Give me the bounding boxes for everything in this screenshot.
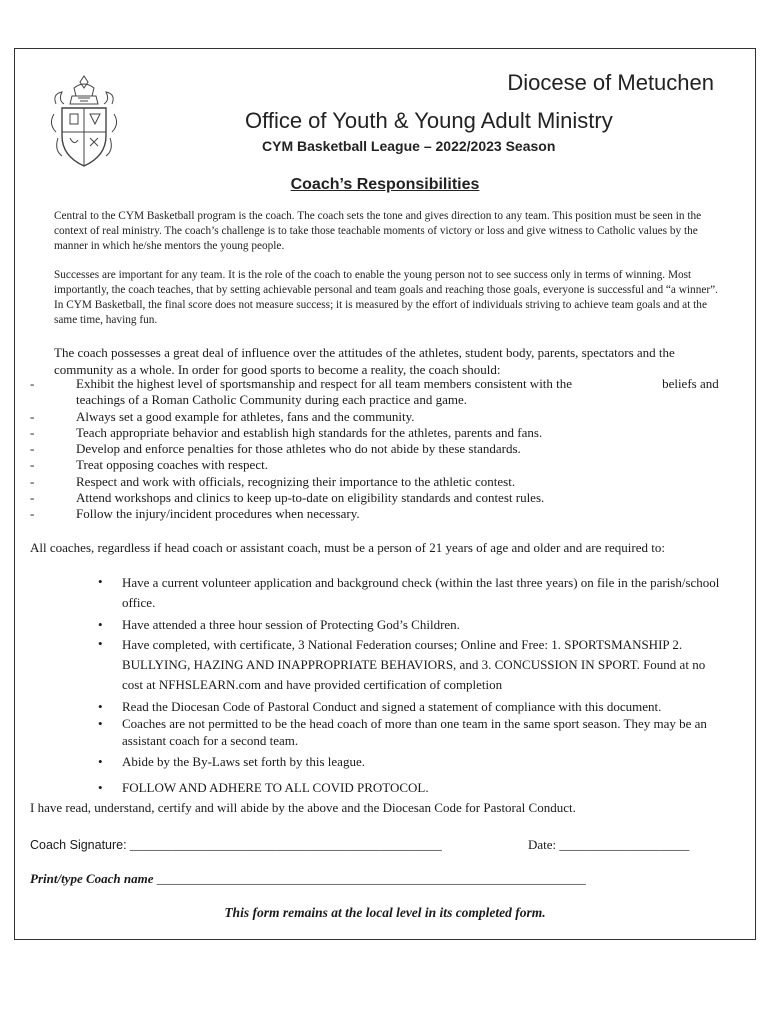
print-name-row xyxy=(30,871,586,887)
footer-note: This form remains at the local level in its completed form. xyxy=(224,905,546,920)
diocese-crest-icon xyxy=(48,74,120,170)
print-name-field[interactable]: __________________________________________________________________ xyxy=(156,871,586,886)
list-item: • FOLLOW AND ADHERE TO ALL COVID PROTOCOL. xyxy=(98,780,429,795)
signature-label: Coach Signature: xyxy=(30,838,127,852)
list-item: • Coaches are not permitted to be the head coach of more than one team in the same sport season. They may be an assistant coach for a second team. xyxy=(98,716,707,748)
list-item: - Attend workshops and clinics to keep up-to-date on eligibility standards and contest rules. xyxy=(30,490,545,506)
certification-statement: I have read, understand, certify and will abide by the above and the Diocesan Code for Pastoral Conduct. xyxy=(30,800,576,815)
requirements-list xyxy=(98,573,723,796)
list-item: • Have a current volunteer application and background check (within the last three years) on file in the parish/school office. xyxy=(98,574,720,610)
list-item: • Abide by the By-Laws set forth by this league. xyxy=(98,754,365,769)
coach-should-list xyxy=(30,376,720,523)
influence-paragraph: The coach possesses a great deal of influence over the attitudes of the athletes, student body, parents, spectators and the community as a whole. In order for good sports to become a reality, the coach should: xyxy=(54,345,675,377)
success-paragraph: Successes are important for any team. It is the role of the coach to enable the young person not to see success only in terms of winning. Most importantly, the coach teaches, that by setting achievable personal and team goals and reaching those goals, everyone is successful and “a winner”. In CYM Basketball, the final score does not measure success; it is measured by the effort of individuals striving to achieve team goals and at the same time, having fun. xyxy=(54,269,718,326)
office-name: Office of Youth & Young Adult Ministry xyxy=(245,108,613,133)
list-item: • Have attended a three hour session of Protecting God’s Children. xyxy=(98,617,460,632)
signature-field[interactable]: ________________________________________________ xyxy=(129,837,442,852)
list-item: - Always set a good example for athletes, fans and the community. xyxy=(30,408,415,424)
date-field[interactable]: ____________________ xyxy=(559,837,690,852)
date-label: Date: xyxy=(528,837,557,852)
list-item: - Develop and enforce penalties for those athletes who do not abide by these standards. xyxy=(30,441,521,457)
list-item: - Exhibit the highest level of sportsmanship and respect for all team members consistent with the beliefs and teachings of a Roman Catholic Community during each practice and game. xyxy=(30,376,719,408)
list-item: • Read the Diocesan Code of Pastoral Conduct and signed a statement of compliance with this document. xyxy=(98,699,662,714)
list-item: - Treat opposing coaches with respect. xyxy=(30,457,268,473)
list-item: - Respect and work with officials, recognizing their importance to the athletic contest. xyxy=(30,473,516,489)
requirements-intro: All coaches, regardless if head coach or assistant coach, must be a person of 21 years of age and older and are required to: xyxy=(30,540,665,555)
signature-row xyxy=(30,837,442,853)
print-name-label: Print/type Coach name xyxy=(30,871,154,886)
intro-paragraph: Central to the CYM Basketball program is the coach. The coach sets the tone and gives direction to any team. This position must be seen in the context of real ministry. The coach’s challenge is to take those teachable moments of victory or loss and give witness to Catholic values by the manner in which he/she mentors the young people. xyxy=(54,210,702,252)
season-title: CYM Basketball League – 2022/2023 Season xyxy=(262,138,556,154)
list-item: • Have completed, with certificate, 3 National Federation courses; Online and Free: 1. SPORTSMANSHIP 2. BULLYING, HAZING AND INAPPROPRIATE BEHAVIORS, and 3. CONCUSSION IN SPORT. Found at no cost at NFHSLEARN.com and have provided certification of completion xyxy=(98,636,706,692)
list-item: - Follow the injury/incident procedures when necessary. xyxy=(30,506,360,522)
list-item: - Teach appropriate behavior and establish high standards for the athletes, parents and fans. xyxy=(30,424,543,440)
date-row xyxy=(528,837,689,853)
page-title: Coach’s Responsibilities xyxy=(290,176,480,193)
diocese-name: Diocese of Metuchen xyxy=(507,70,714,95)
